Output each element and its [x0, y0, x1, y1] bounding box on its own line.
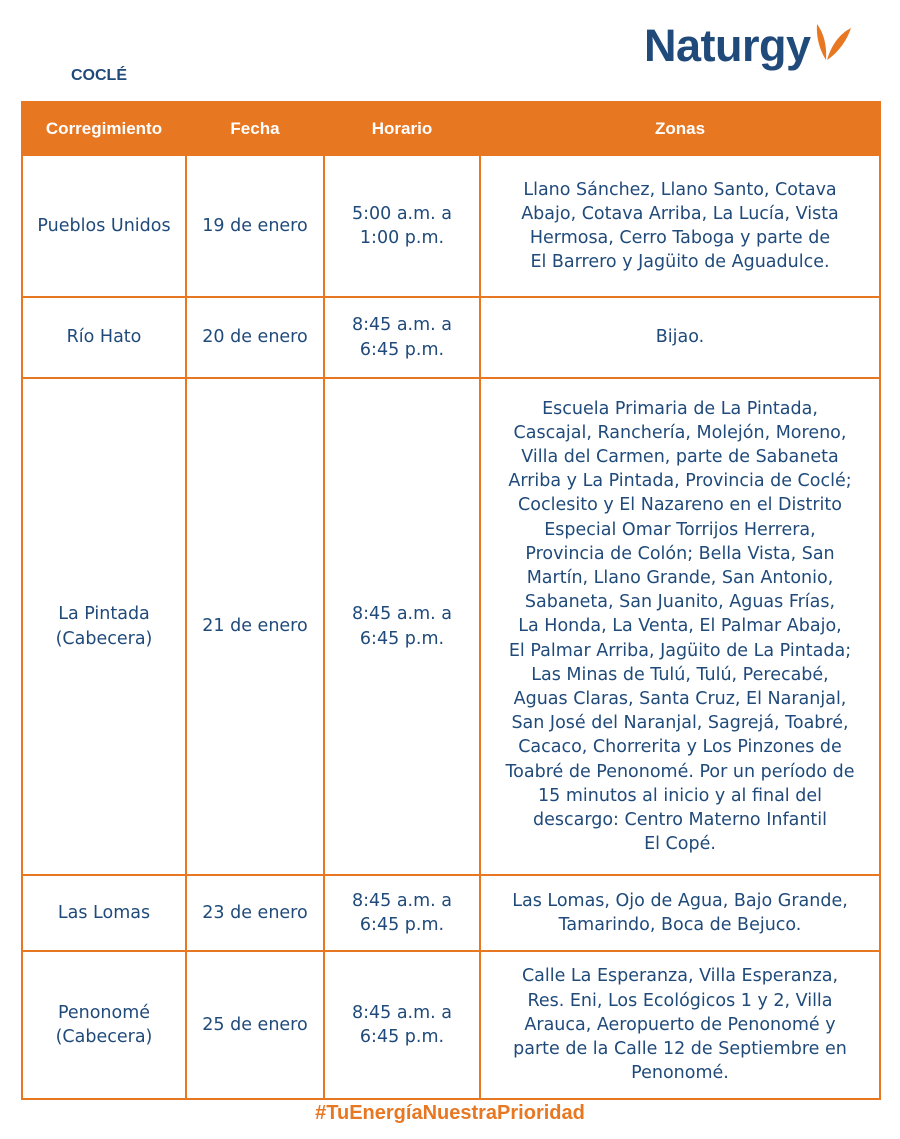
cell-corregimiento: Río Hato [22, 297, 186, 378]
table-row [22, 378, 880, 875]
cell-zonas: Escuela Primaria de La Pintada, Cascajal, Ranchería, Molejón, Moreno, Villa del Carmen, parte de Sabaneta Arriba y La Pintada, Provincia de Coclé; Coclesito y El Nazareno en el Distrito Especial Omar Torrijos Herrera, Provincia de Colón; Bella Vista, San Martín, Llano Grande, San Antonio, Sabaneta, San Juanito, Aguas Frías, La Honda, La Venta, El Palmar Abajo, El Palmar Arriba, Jagüito de La Pintada; Las Minas de Tulú, Tulú, Perecabé, Aguas Claras, Santa Cruz, El Naranjal, San José del Naranjal, Sagrejá, Toabré, Cacaco, Chorrerita y Los Pinzones de Toabré de Penonomé. Por un período de 15 minutos al inicio y al final del descargo: Centro Materno Infantil El Copé. [480, 378, 880, 875]
cell-zonas: Llano Sánchez, Llano Santo, Cotava Abajo, Cotava Arriba, La Lucía, Vista Hermosa, Cerro Taboga y parte de El Barrero y Jagüito de Aguadulce. [480, 155, 880, 297]
butterfly-icon [813, 18, 853, 68]
cell-fecha: 23 de enero [186, 875, 324, 951]
table-row [22, 297, 880, 378]
schedule-table [21, 101, 881, 1100]
cell-fecha: 21 de enero [186, 378, 324, 875]
cell-horario: 8:45 a.m. a 6:45 p.m. [324, 378, 480, 875]
cell-zonas: Bijao. [480, 297, 880, 378]
cell-fecha: 20 de enero [186, 297, 324, 378]
naturgy-logo [644, 16, 853, 76]
cell-horario: 5:00 a.m. a 1:00 p.m. [324, 155, 480, 297]
header-horario: Horario [324, 102, 480, 155]
hashtag-footer: #TuEnergíaNuestraPrioridad [315, 1102, 585, 1124]
cell-corregimiento: La Pintada (Cabecera) [22, 378, 186, 875]
cell-fecha: 19 de enero [186, 155, 324, 297]
cell-horario: 8:45 a.m. a 6:45 p.m. [324, 951, 480, 1099]
brand-name: Naturgy [644, 20, 811, 71]
header-zonas: Zonas [480, 102, 880, 155]
cell-corregimiento: Penonomé (Cabecera) [22, 951, 186, 1099]
table-header-row [22, 102, 880, 155]
cell-corregimiento: Pueblos Unidos [22, 155, 186, 297]
region-title: COCLÉ [71, 67, 127, 84]
header-corregimiento: Corregimiento [22, 102, 186, 155]
cell-zonas: Calle La Esperanza, Villa Esperanza, Res. Eni, Los Ecológicos 1 y 2, Villa Arauca, Aeropuerto de Penonomé y parte de la Calle 12 de Septiembre en Penonomé. [480, 951, 880, 1099]
table-row [22, 155, 880, 297]
header-fecha: Fecha [186, 102, 324, 155]
cell-corregimiento: Las Lomas [22, 875, 186, 951]
cell-horario: 8:45 a.m. a 6:45 p.m. [324, 297, 480, 378]
table-row [22, 875, 880, 951]
cell-horario: 8:45 a.m. a 6:45 p.m. [324, 875, 480, 951]
cell-zonas: Las Lomas, Ojo de Agua, Bajo Grande, Tamarindo, Boca de Bejuco. [480, 875, 880, 951]
cell-fecha: 25 de enero [186, 951, 324, 1099]
table-row [22, 951, 880, 1099]
